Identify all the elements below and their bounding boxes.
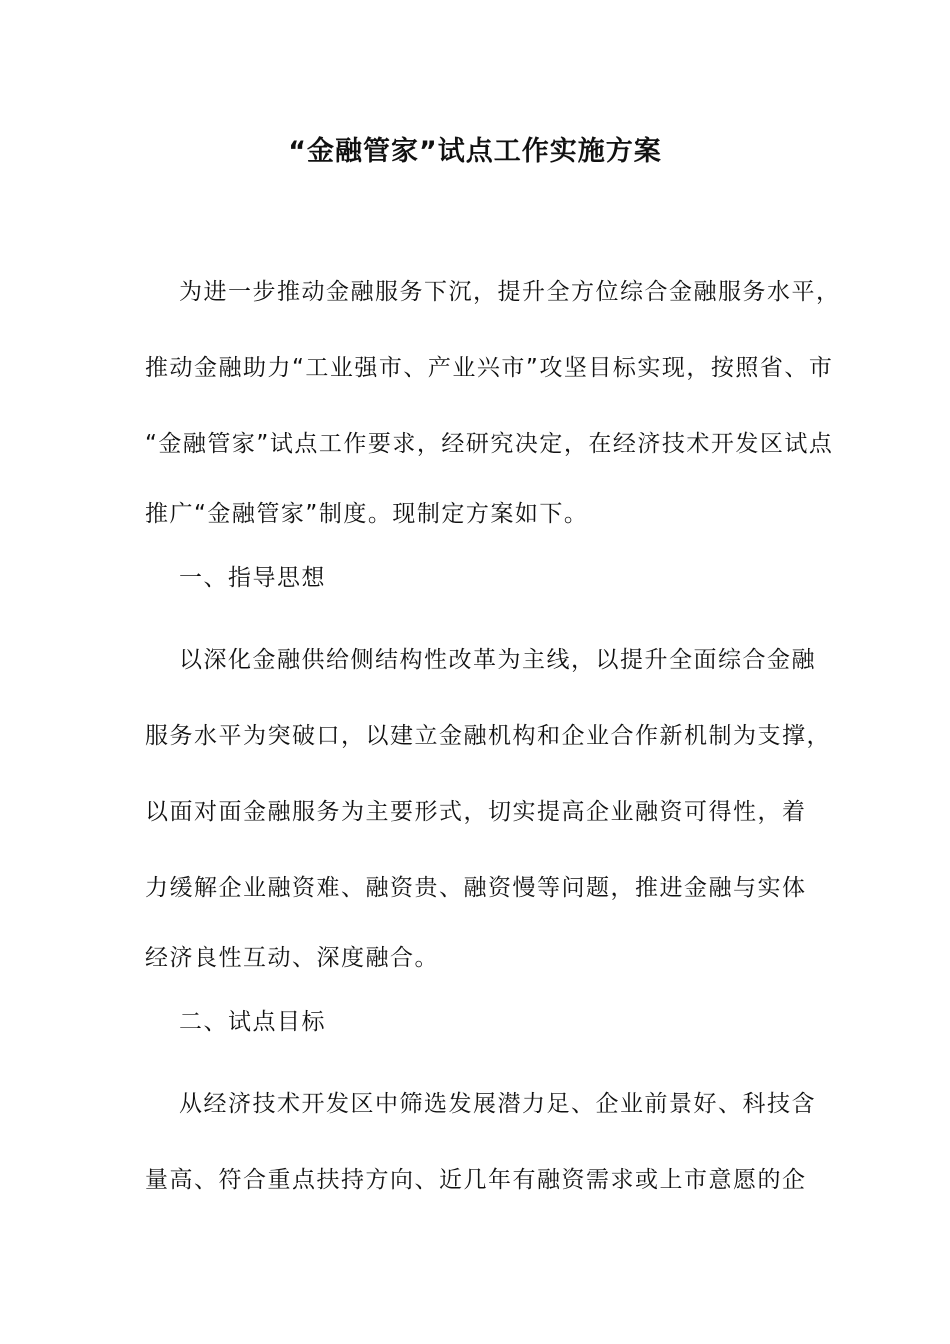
paragraph-line: 从经济技术开发区中筛选发展潜力足、企业前景好、科技含 [179,1091,816,1117]
paragraph-line: 服务水平为突破口，以建立金融机构和企业合作新机制为支撑， [145,723,831,749]
section-heading-pilot-goals: 二、试点目标 [179,1009,326,1035]
paragraph-line: 量高、符合重点扶持方向、近几年有融资需求或上市意愿的企 [145,1167,807,1193]
section2-paragraph [145,1066,825,1218]
section-heading-guiding-ideology: 一、指导思想 [179,565,326,591]
paragraph-line: 力缓解企业融资难、融资贵、融资慢等问题，推进金融与实体 [145,875,807,901]
document-title: “金融管家”试点工作实施方案 [288,136,662,167]
paragraph-line: 为进一步推动金融服务下沉，提升全方位综合金融服务水平， [179,279,841,305]
intro-paragraph [145,254,841,546]
paragraph-line: “金融管家”试点工作要求，经研究决定，在经济技术开发区试点 [145,431,834,457]
paragraph-line: 推动金融助力“工业强市、产业兴市”攻坚目标实现，按照省、市 [145,355,834,381]
document-body [145,254,841,1218]
section1-paragraph [145,622,831,990]
paragraph-line: 以面对面金融服务为主要形式，切实提高企业融资可得性，着 [145,799,807,825]
paragraph-line: 经济良性互动、深度融合。 [145,945,439,971]
paragraph-line: 推广“金融管家”制度。现制定方案如下。 [145,501,589,527]
paragraph-line: 以深化金融供给侧结构性改革为主线，以提升全面综合金融 [179,647,816,673]
